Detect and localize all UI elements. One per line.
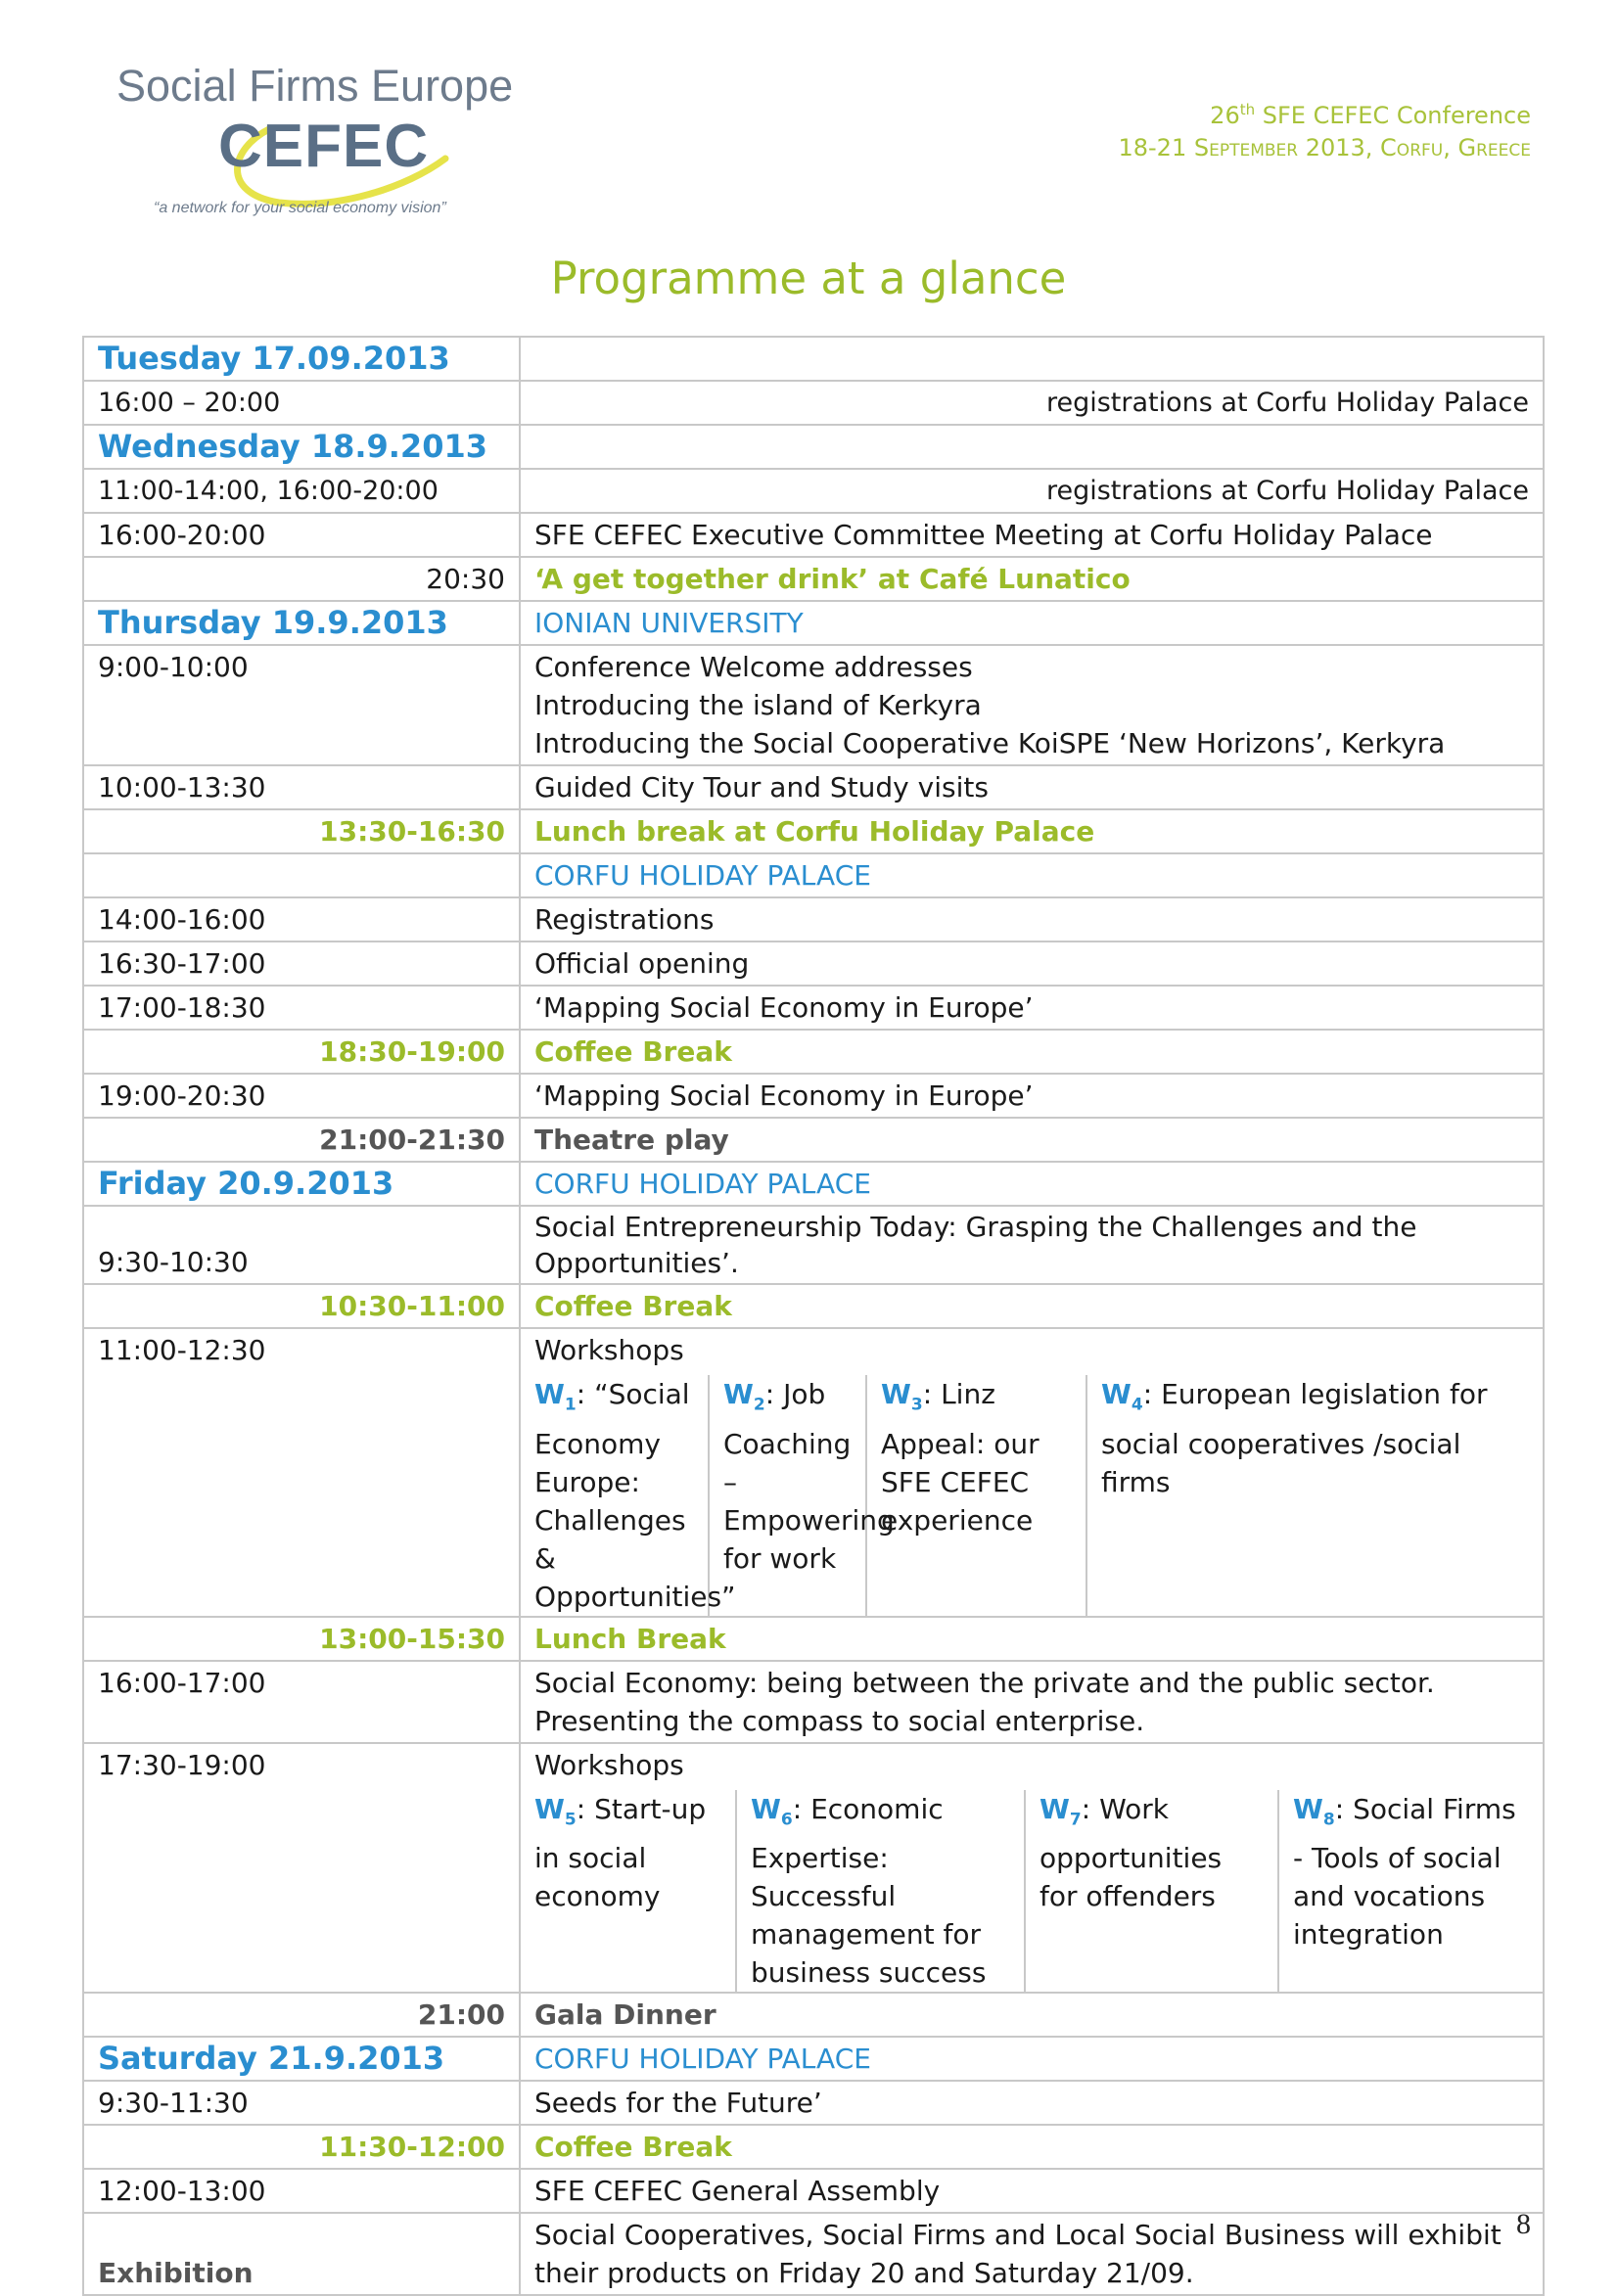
table-row [83, 2125, 1544, 2169]
table-row [83, 513, 1544, 557]
row-time: 10:00-13:30 [83, 765, 520, 809]
workshop-w3: $W_3$: Linz Appeal: our SFE CEFEC experience [867, 1375, 1087, 1616]
row-description: Official opening [520, 941, 1544, 986]
row-time: Exhibition [83, 2213, 520, 2295]
row-time: 11:00-12:30 [83, 1328, 520, 1617]
row-time: 16:00-20:00 [83, 513, 520, 557]
venue-label: CORFU HOLIDAY PALACE [520, 2037, 1544, 2081]
row-time: 17:30-19:00 [83, 1743, 520, 1994]
table-row [83, 645, 1544, 765]
workshop-w1: $W_1$: “Social Economy Europe: Challenges & Opportunities” [521, 1375, 710, 1616]
row-time: 16:00 – 20:00 [83, 381, 520, 425]
conference-edition: 26th SFE CEFEC Conference [1210, 101, 1531, 129]
table-row [83, 2081, 1544, 2125]
logo-line2: CEFEC [218, 113, 430, 180]
table-row [83, 1617, 1544, 1661]
workshop-w7: $W_7$: Work opportunities for offenders [1026, 1790, 1279, 1993]
page-title: Programme at a glance [550, 253, 1067, 304]
row-time: 11:00-14:00, 16:00-20:00 [83, 469, 520, 513]
row-time: 16:30-17:00 [83, 941, 520, 986]
row-description: ‘A get together drink’ at Café Lunatico [520, 557, 1544, 601]
row-time: 9:30-11:30 [83, 2081, 520, 2125]
day-heading: Wednesday 18.9.2013 [83, 425, 520, 469]
table-row [83, 2037, 1544, 2081]
row-time: 21:00 [83, 1993, 520, 2037]
row-description: Lunch Break [520, 1617, 1544, 1661]
table-row [83, 809, 1544, 853]
table-row [83, 853, 1544, 897]
row-time: 9:30-10:30 [83, 1206, 520, 1284]
conference-header [1118, 94, 1531, 164]
day-heading: Saturday 21.9.2013 [83, 2037, 520, 2081]
row-description: Conference Welcome addresses Introducing the island of Kerkyra Introducing the Social Cooperative KoiSPE ‘New Horizons’, Kerkyra [520, 645, 1544, 765]
row-time: 18:30-19:00 [83, 1030, 520, 1074]
row-description: Social Economy: being between the private and the public sector. Presenting the compass to social enterprise. [520, 1661, 1544, 1743]
row-time: 17:00-18:30 [83, 986, 520, 1030]
table-row [83, 1206, 1544, 1284]
logo-tagline: “a network for your social economy vision” [154, 200, 446, 216]
row-time: 13:00-15:30 [83, 1617, 520, 1661]
table-row [83, 2169, 1544, 2213]
row-time: 10:30-11:00 [83, 1284, 520, 1328]
table-row [83, 941, 1544, 986]
table-row [83, 986, 1544, 1030]
table-row [83, 1743, 1544, 1994]
table-row [83, 1661, 1544, 1743]
table-row [83, 557, 1544, 601]
row-description: Coffee Break [520, 2125, 1544, 2169]
row-description: ‘Mapping Social Economy in Europe’ [520, 1074, 1544, 1118]
table-row [83, 1284, 1544, 1328]
row-description: Registrations [520, 897, 1544, 941]
table-row [83, 1328, 1544, 1617]
table-row [83, 1993, 1544, 2037]
row-description: Coffee Break [520, 1030, 1544, 1074]
row-time: 16:00-17:00 [83, 1661, 520, 1743]
table-row [83, 1030, 1544, 1074]
table-row [83, 337, 1544, 381]
row-time: 12:00-13:00 [83, 2169, 520, 2213]
row-description [520, 337, 1544, 381]
row-description: Guided City Tour and Study visits [520, 765, 1544, 809]
table-row [83, 601, 1544, 645]
row-time: 20:30 [83, 557, 520, 601]
programme-table [82, 336, 1545, 2296]
workshop-w8: $W_8$: Social Firms - Tools of social and vocations integration [1293, 1792, 1516, 1952]
table-row [83, 2213, 1544, 2295]
venue-label: IONIAN UNIVERSITY [520, 601, 1544, 645]
workshops-saturday [521, 1790, 1543, 1993]
table-row [83, 897, 1544, 941]
day-heading: Friday 20.9.2013 [83, 1162, 520, 1206]
venue-label: CORFU HOLIDAY PALACE [520, 853, 1544, 897]
row-time: 11:30-12:00 [83, 2125, 520, 2169]
row-description: ‘Mapping Social Economy in Europe’ [520, 986, 1544, 1030]
row-description: registrations at Corfu Holiday Palace [520, 381, 1544, 425]
workshops-friday [521, 1375, 1543, 1616]
table-row [83, 469, 1544, 513]
row-time: 13:30-16:30 [83, 809, 520, 853]
day-heading: Thursday 19.9.2013 [83, 601, 520, 645]
logo-line1: Social Firms Europe [116, 61, 514, 111]
row-time: 21:00-21:30 [83, 1118, 520, 1162]
row-description: Lunch break at Corfu Holiday Palace [520, 809, 1544, 853]
table-row [83, 381, 1544, 425]
row-time: 19:00-20:30 [83, 1074, 520, 1118]
table-row [83, 1074, 1544, 1118]
row-description: Social Entrepreneurship Today: Grasping the Challenges and the Opportunities’. [520, 1206, 1544, 1284]
row-description [520, 425, 1544, 469]
day-heading: Tuesday 17.09.2013 [83, 337, 520, 381]
row-description [520, 1328, 1544, 1617]
row-description: Gala Dinner [520, 1993, 1544, 2037]
row-description: registrations at Corfu Holiday Palace [520, 469, 1544, 513]
page-number: 8 [1516, 2208, 1531, 2240]
row-description: Social Cooperatives, Social Firms and Local Social Business will exhibit their products on Friday 20 and Saturday 21/09. [520, 2213, 1544, 2295]
workshop-w6: $W_6$: Economic Expertise: Successful management for business success [737, 1790, 1026, 1993]
workshop-w2: $W_2$: Job Coaching – Empowering for work [710, 1375, 867, 1616]
workshops-label: Workshops [534, 1334, 684, 1366]
workshop-w4: $W_4$: European legislation for social cooperatives /social firms [1101, 1378, 1488, 1498]
table-row [83, 1118, 1544, 1162]
row-time [83, 853, 520, 897]
workshop-w5: $W_5$: Start-up in social economy [521, 1790, 737, 1993]
row-description: SFE CEFEC Executive Committee Meeting at Corfu Holiday Palace [520, 513, 1544, 557]
row-time: 9:00-10:00 [83, 645, 520, 765]
table-row [83, 765, 1544, 809]
row-description: Seeds for the Future’ [520, 2081, 1544, 2125]
row-description: Coffee Break [520, 1284, 1544, 1328]
venue-label: CORFU HOLIDAY PALACE [520, 1162, 1544, 1206]
row-description: SFE CEFEC General Assembly [520, 2169, 1544, 2213]
workshops-label: Workshops [534, 1748, 684, 1781]
conference-dates: 18-21 September 2013, Corfu, Greece [1118, 134, 1531, 161]
row-description [520, 1743, 1544, 1994]
table-row [83, 1162, 1544, 1206]
row-time: 14:00-16:00 [83, 897, 520, 941]
table-row [83, 425, 1544, 469]
logo [113, 61, 524, 227]
row-description: Theatre play [520, 1118, 1544, 1162]
